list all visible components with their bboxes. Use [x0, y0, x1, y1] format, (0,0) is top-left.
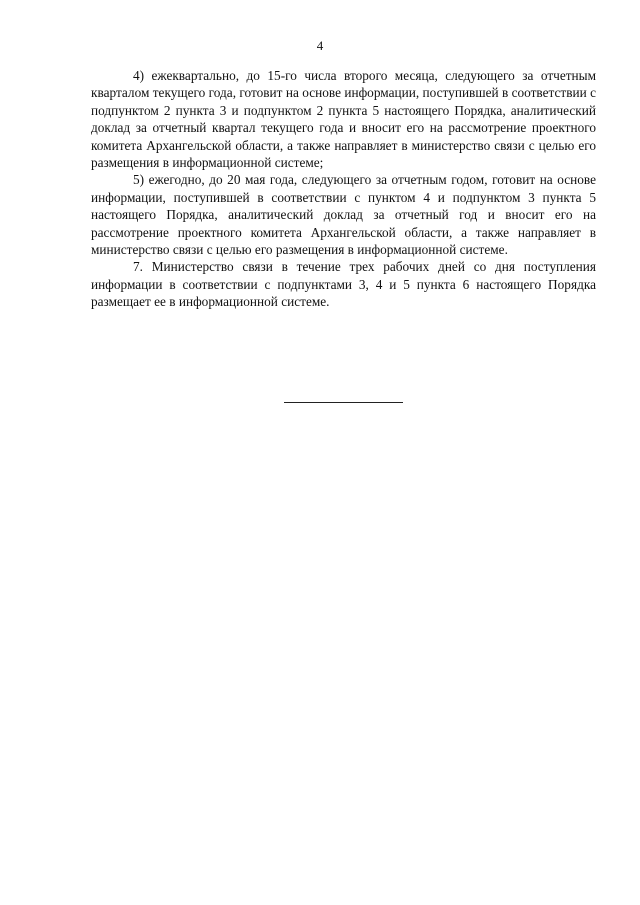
paragraph-item-4: 4) ежеквартально, до 15-го числа второго месяца, следующего за отчетным кварталом текущего года, готовит на основе информации, поступившей в соответствии с подпунктом 2 пункта 3 и подпунктом 2 пункта 5 настоящего Порядка, аналитический доклад за отчетный квартал текущего года и вносит его на рассмотрение проектного комитета Архангельской области, а также направляет в министерство связи с целью его размещения в информационной системе; — [91, 68, 596, 171]
end-of-document-line — [284, 402, 403, 403]
paragraph-point-7: 7. Министерство связи в течение трех рабочих дней со дня поступления информации в соответствии с подпунктами 3, 4 и 5 пункта 6 настоящего Порядка размещает ее в информационной системе. — [91, 259, 596, 310]
document-body — [91, 67, 596, 311]
paragraph-item-5: 5) ежегодно, до 20 мая года, следующего за отчетным годом, готовит на основе информации, поступившей в соответствии с пунктом 4 и подпунктом 3 пункта 5 настоящего Порядка, аналитический доклад за отчетный год и вносит его на рассмотрение проектного комитета Архангельской области, а также направляет в министерство связи с целью его размещения в информационной системе. — [91, 172, 596, 258]
page-number: 4 — [316, 38, 324, 53]
